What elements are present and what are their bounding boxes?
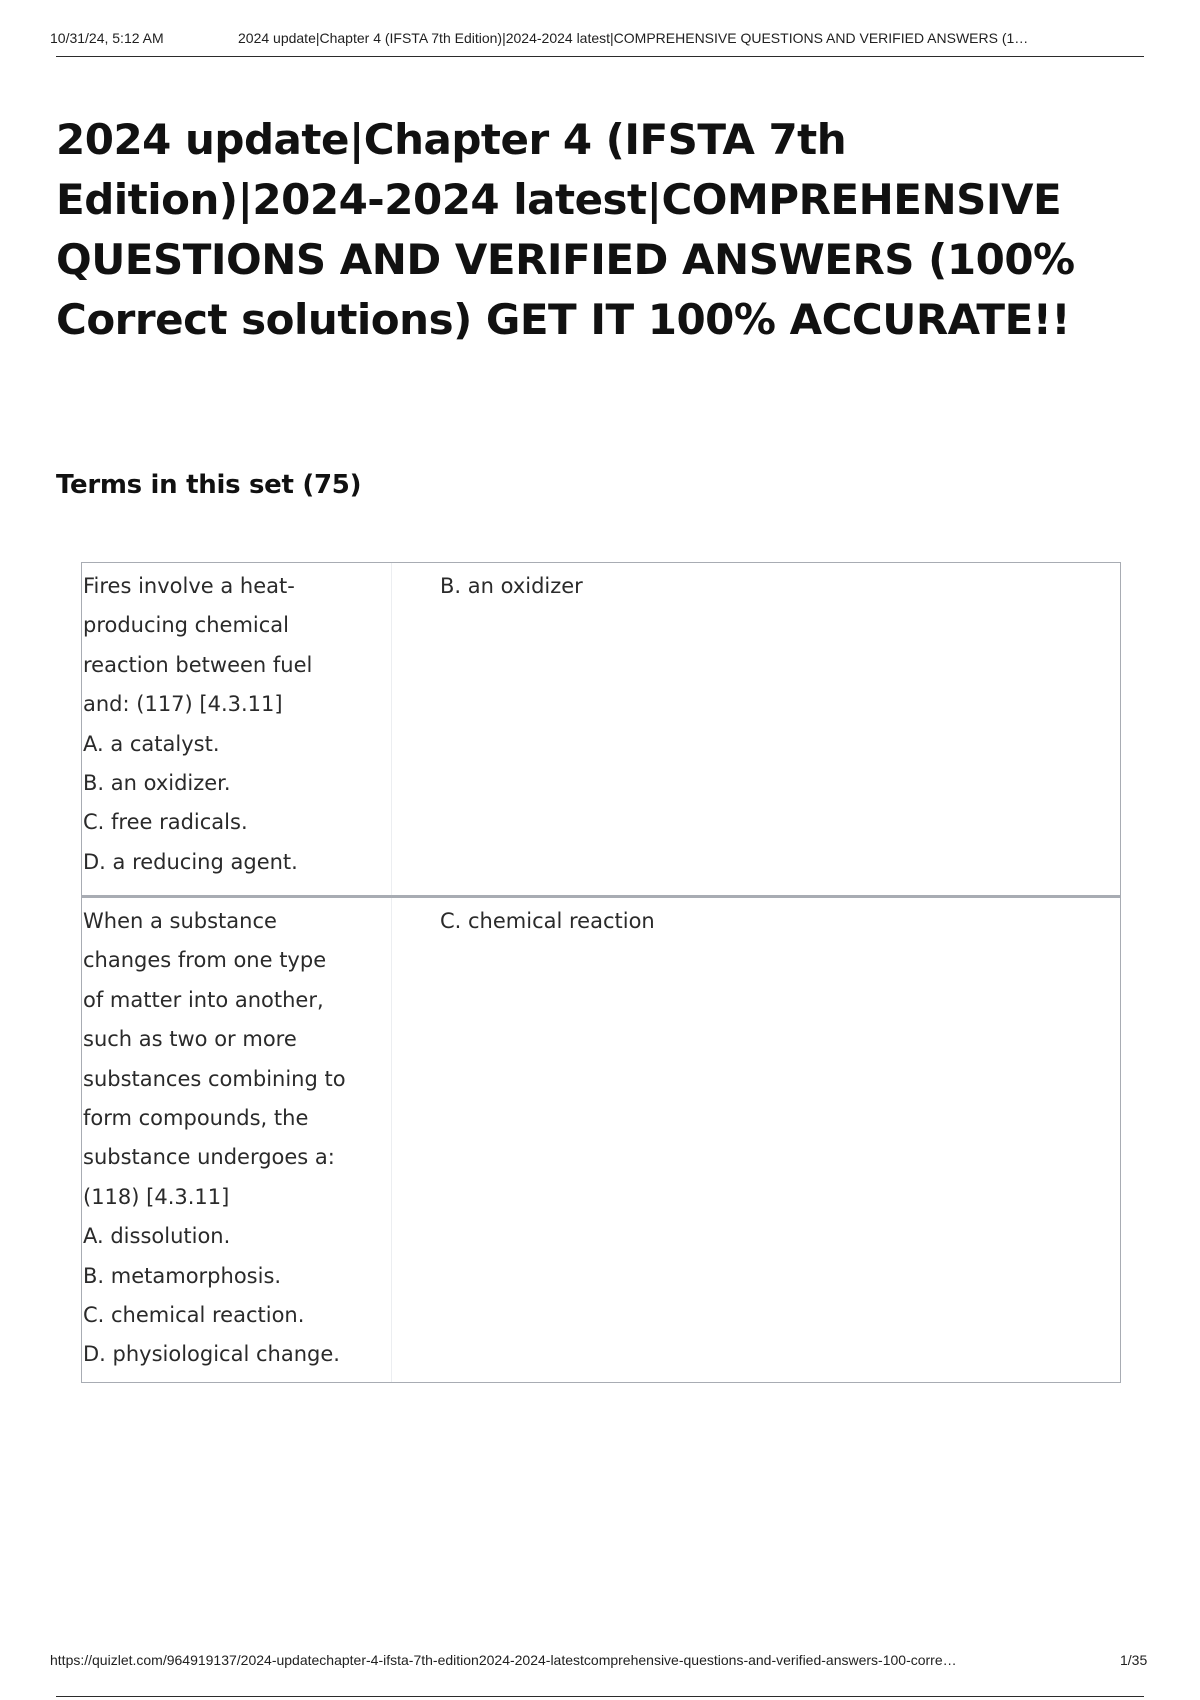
footer-divider — [56, 1696, 1144, 1697]
term-line: When a substance — [83, 909, 277, 933]
term-card — [81, 562, 1121, 896]
term-line: and: (117) [4.3.11] — [83, 692, 283, 717]
term-line: C. chemical reaction. — [83, 1303, 305, 1328]
term-line: form compounds, the — [83, 1106, 309, 1131]
terms-heading: Terms in this set (75) — [56, 470, 362, 500]
header-divider — [56, 56, 1144, 57]
term-line: substance undergoes a: — [83, 1145, 335, 1170]
page-title: 2024 update|Chapter 4 (IFSTA 7th Edition)|2024-2024 latest|COMPREHENSIVE QUESTIONS AND VERIFIED ANSWERS (100% Correct solutions) GET IT 100% ACCURATE!! — [56, 115, 1075, 344]
term-line: A. a catalyst. — [83, 731, 220, 756]
term-line: of matter into another, — [83, 987, 324, 1012]
term-answer: B. an oxidizer — [440, 574, 583, 598]
term-line: such as two or more — [83, 1027, 297, 1052]
term-line: Fires involve a heat- — [83, 574, 295, 598]
term-question — [82, 563, 392, 895]
term-line: changes from one type — [83, 948, 327, 973]
print-page-number: 1/35 — [1120, 1652, 1148, 1668]
print-header — [50, 30, 1145, 58]
term-card — [81, 896, 1121, 1383]
term-line: D. a reducing agent. — [83, 849, 298, 874]
term-line: A. dissolution. — [83, 1224, 231, 1249]
print-doc-title: 2024 update|Chapter 4 (IFSTA 7th Edition)|2024-2024 latest|COMPREHENSIVE QUESTIONS AND VERIFIED ANSWERS (1… — [238, 30, 1029, 46]
term-question — [82, 898, 392, 1382]
terms-list — [81, 562, 1121, 1383]
term-line: B. an oxidizer. — [83, 771, 231, 796]
print-url: https://quizlet.com/964919137/2024-updatechapter-4-ifsta-7th-edition2024-2024-latestcomprehensive-questions-and-verified-answers-100-corre… — [50, 1652, 957, 1668]
term-line: D. physiological change. — [83, 1342, 340, 1367]
term-line: substances combining to — [83, 1066, 346, 1091]
term-answer: C. chemical reaction — [440, 909, 655, 933]
term-line: producing chemical — [83, 613, 290, 638]
term-line: C. free radicals. — [83, 810, 248, 835]
term-line: B. metamorphosis. — [83, 1263, 282, 1288]
term-line: reaction between fuel — [83, 652, 313, 677]
term-line: (118) [4.3.11] — [83, 1184, 230, 1209]
print-datetime: 10/31/24, 5:12 AM — [50, 30, 164, 46]
